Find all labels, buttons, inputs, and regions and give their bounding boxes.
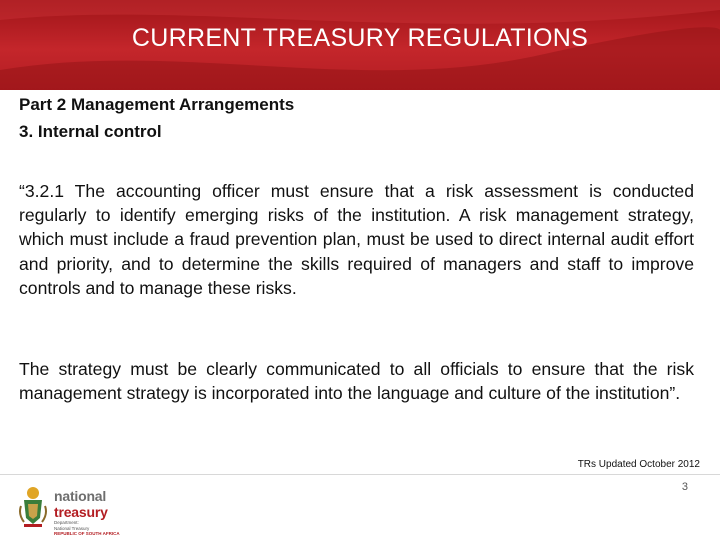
regulation-paragraph-2: The strategy must be clearly communicated to all officials to ensure that the risk management strategy is incorporated into the language and culture of the institution”. xyxy=(19,359,694,404)
page-number: 3 xyxy=(681,481,688,493)
coat-of-arms-icon xyxy=(18,484,48,528)
update-note: TRs Updated October 2012 xyxy=(577,459,700,470)
logo-department-line: Department: xyxy=(54,520,79,525)
title-banner xyxy=(0,0,720,90)
subsection-heading: 3. Internal control xyxy=(19,122,162,141)
logo-department-name: National Treasury xyxy=(54,525,90,531)
footer-divider xyxy=(0,474,720,475)
page-title: CURRENT TREASURY REGULATIONS xyxy=(131,24,589,52)
section-heading: Part 2 Management Arrangements xyxy=(19,95,295,114)
logo-country: REPUBLIC OF SOUTH AFRICA xyxy=(54,531,120,536)
regulation-paragraph-1: “3.2.1 The accounting officer must ensure that a risk assessment is conducted regularly to identify emerging risks of the institution. A risk management strategy, which must include a fraud prevention plan, must be used to direct internal audit effort and priority, and to determine the skills required of managers and staff to improve controls and to manage these risks. xyxy=(19,181,694,298)
national-treasury-logo xyxy=(18,484,158,536)
logo-brand-text: national treasury xyxy=(54,488,108,520)
